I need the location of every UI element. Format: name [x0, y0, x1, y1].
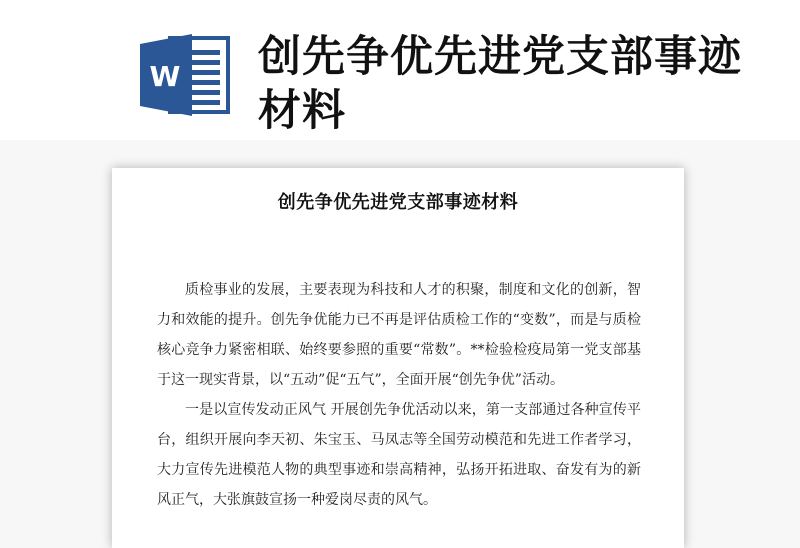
page-title: 创先争优先进党支部事迹材料: [258, 32, 742, 136]
document-title: 创先争优先进党支部事迹材料: [277, 192, 519, 213]
document-body: [157, 275, 641, 515]
word-document-icon: [140, 34, 232, 116]
svg-text:W: W: [149, 60, 181, 93]
header-banner: [0, 0, 800, 140]
document-page: [112, 168, 684, 548]
paragraph: 一是以宣传发动正风气 开展创先争优活动以来，第一支部通过各种宣传平台，组织开展向李天初、朱宝玉、马凤志等全国劳动模范和先进工作者学习，大力宣传先进模范人物的典型事迹和崇高精神，弘扬开拓进取、奋发有为的新风正气，大张旗鼓宣扬一种爱岗尽责的风气。: [157, 402, 641, 508]
paragraph: 质检事业的发展，主要表现为科技和人才的积聚，制度和文化的创新，智力和效能的提升。创先争优能力已不再是评估质检工作的“变数”，而是与质检核心竞争力紧密相联、始终要参照的重要“常数”。**检验检疫局第一党支部基于这一现实背景，以“五动”促“五气”，全面开展“创先争优”活动。: [157, 282, 641, 388]
